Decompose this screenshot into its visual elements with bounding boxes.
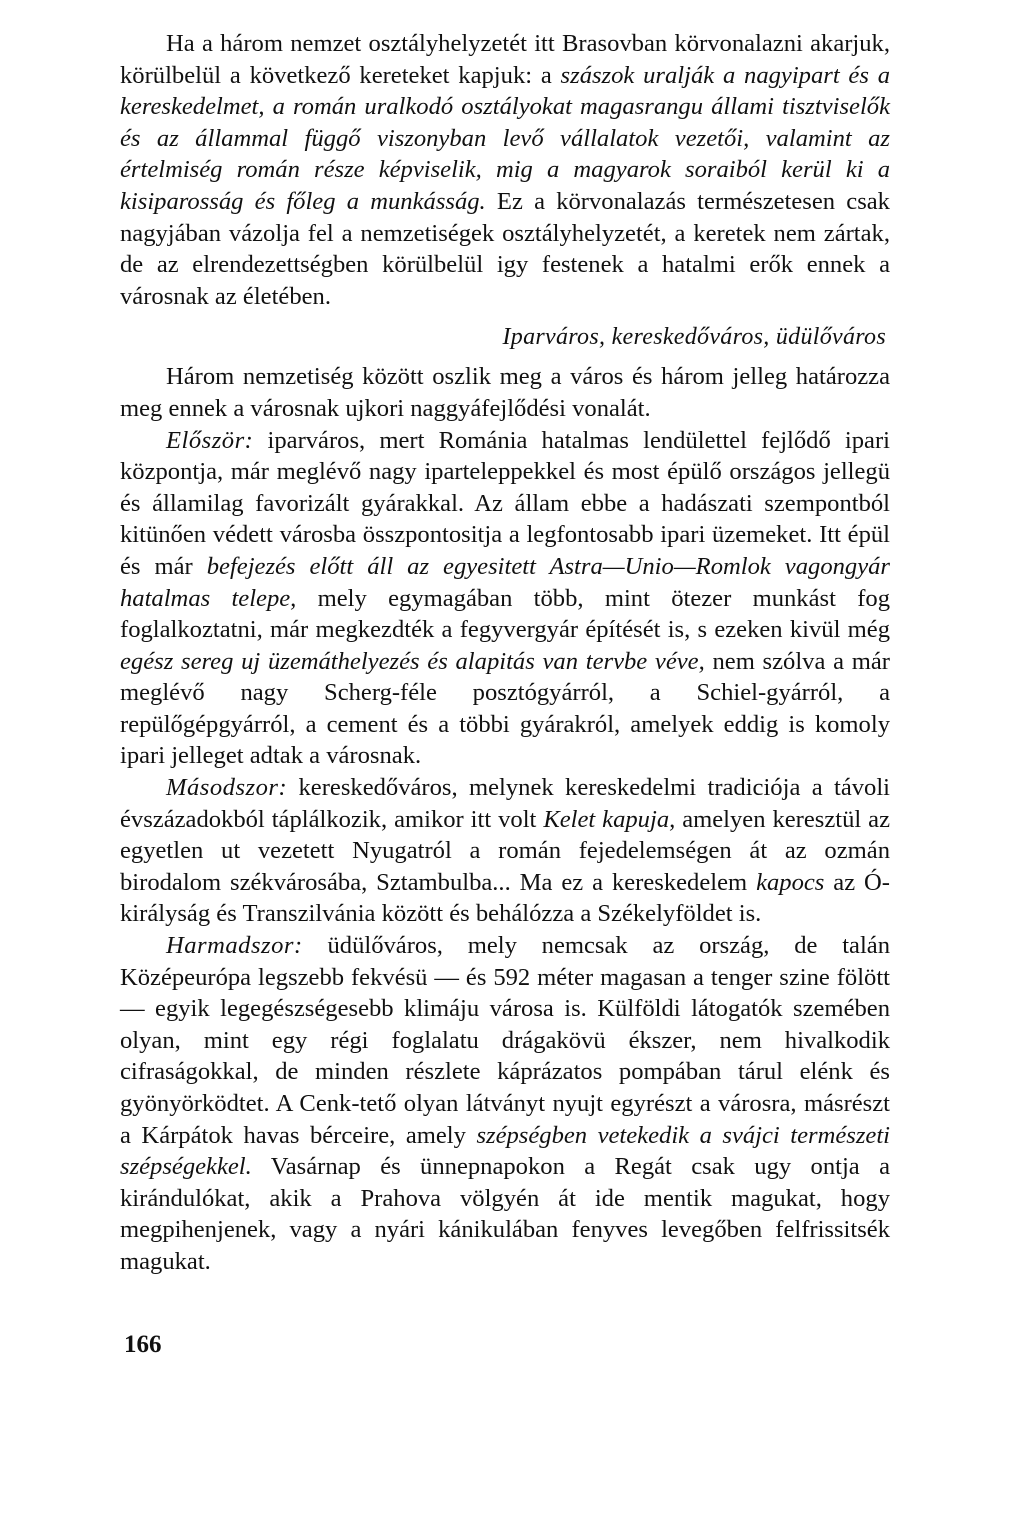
paragraph-first-label: Először: [166, 426, 254, 454]
paragraph-first-text-3: nem szólva a már meglévő nagy Scherg-féle posztógyárról, a Schiel-gyárról, a repülőgépgyárról, a cement és a többi gyárakról, amelyek eddig is komoly ipari jelleget adtak a városnak. [120, 647, 891, 770]
paragraph-first-italic-1: befejezés előtt áll az egyesitett Astra—Unio—Romlok vagongyár hatalmas telepe, [120, 552, 890, 612]
paragraph-second-text-2: amelyen keresztül az egyetlen ut vezetett Nyugatról a román fejedelemségen át az ozmán birodalom székvárosába, Sztambulba... Ma ez a kereskedelem [120, 805, 891, 896]
paragraph-second-italic-1: Kelet kapuja, [543, 805, 676, 833]
paragraph-intro-text-end: Ez a körvonalazás természetesen csak nagyjában vázolja fel a nemzetiségek osztályhelyzetét, a keretek nem zártak, de az elrendezettségben körülbelül igy festenek a hatalmi erők ennek a városnak az életében. [120, 187, 890, 310]
paragraph-third-text: üdülőváros, mely nemcsak az ország, de talán Középeurópa legszebb fekvésü — és 592 méter magasan a tenger szine fölött — egyik legegészségesebb klimáju városa is. Külföldi látogatók szemében olyan, mint egy régi foglalatu drágakövü ékszer, nem hivalkodik cifraságokkal, de minden részlete káprázatos pompában tárul elénk és gyönyörködtet. A Cenk-tető olyan látványt nyujt egyrészt a városra, másrészt a Kárpátok havas bérceire, amely [120, 932, 890, 1149]
paragraph-third-italic: szépségben vetekedik a svájci természeti szépségekkel. [120, 1121, 890, 1181]
paragraph-second-label: Másodszor: [166, 774, 288, 802]
paragraph-third [120, 930, 890, 1278]
paragraph-three-nations: Három nemzetiség között oszlik meg a város és három jelleg határozza meg ennek a városnak ujkori naggyáfejlődési vonalát. [120, 363, 890, 422]
paragraph-intro [120, 28, 890, 312]
paragraph-second-text: kereskedőváros, melynek kereskedelmi tradiciója a távoli évszázadokból táplálkozik, amikor itt volt [120, 774, 890, 833]
paragraph-second-italic-2: kapocs [756, 868, 825, 896]
paragraph-intro-italic: szászok uralják a nagyipart és a kereskedelmet, a román uralkodó osztályokat magasrangu állami tisztviselők és az állammal függő viszonyban levő vállalatok vezetői, valamint az értelmiség román része képviselik, mig a magyarok soraiból kerül ki a kisiparosság és főleg a munkásság. [120, 61, 890, 215]
document-page [120, 28, 890, 1278]
paragraph-first [120, 425, 890, 773]
paragraph-first-italic-2: egész sereg uj üzemáthelyezés és alapitás van tervbe véve, [120, 647, 705, 675]
paragraph-second-text-3: az Ó-királyság és Transzilvánia között és behálózza a Székelyföldet is. [120, 868, 890, 928]
paragraph-third-text-2: Vasárnap és ünnepnapokon a Regát csak ugy ontja a kirándulókat, akik a Prahova völgyén át ide mentik magukat, hogy megpihenjenek, vagy a nyári kánikulában fenyves levegőben felfrissitsék magukat. [120, 1153, 890, 1275]
paragraph-first-text: iparváros, mert Románia hatalmas lendülettel fejlődő ipari központja, már meglévő nagy iparteleppekkel és most épülő országos jellegü és államilag favorizált gyárakkal. Az állam ebbe a hadászati szempontból kitünően védett városba összpontositja a legfontosabb ipari üzemeket. Itt épül és már [120, 426, 890, 580]
page-number: 166 [124, 1331, 162, 1358]
paragraph-third-label: Harmadszor: [166, 932, 303, 960]
section-heading: Iparváros, kereskedőváros, üdülőváros [502, 324, 886, 351]
paragraph-first-text-2: mely egymagában több, mint ötezer munkást fog foglalkoztatni, már megkezdték a fegyvergyár építését is, s ezeken kivül még [120, 584, 890, 644]
paragraph-intro-text: Ha a három nemzet osztályhelyzetét itt Brasovban körvonalazni akarjuk, körülbelül a következő kereteket kapjuk: a [120, 30, 890, 89]
paragraph-second [120, 772, 890, 930]
